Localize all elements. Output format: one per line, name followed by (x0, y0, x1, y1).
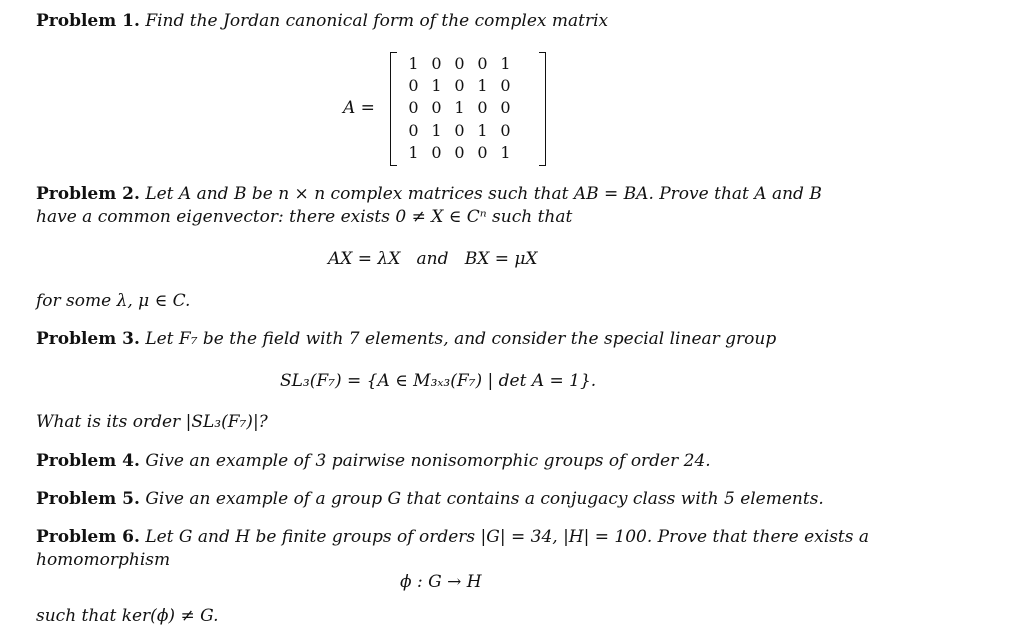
problem-5-label: Problem 5. (36, 489, 140, 509)
matrix-cell: 0 (477, 54, 488, 73)
problem-3-text: Let F₇ be the field with 7 elements, and consider the special linear group (145, 329, 777, 349)
problem-2-label: Problem 2. (36, 184, 140, 204)
problem-6-line1: Let G and H be finite groups of orders |G| = 34, |H| = 100. Prove that there exists a (145, 527, 870, 547)
matrix-cell: 1 (408, 142, 419, 162)
matrix-cell: 0 (454, 142, 465, 162)
matrix-a (390, 52, 546, 166)
matrix-cell: 0 (408, 98, 419, 118)
problem-5-heading (36, 489, 824, 509)
right-bracket (539, 52, 546, 166)
matrix-cell: 0 (431, 98, 442, 118)
matrix-cell: 1 (477, 120, 488, 140)
problem-3-heading (36, 329, 776, 349)
problem-2-line2: have a common eigenvector: there exists 0 ≠ X ∈ Cⁿ such that (36, 207, 573, 227)
left-bracket (390, 52, 397, 166)
matrix-cell: 0 (454, 76, 465, 96)
problem-3-label: Problem 3. (36, 329, 140, 349)
problem-4-text: Give an example of 3 pairwise nonisomorphic groups of order 24. (145, 451, 711, 471)
problem-6-line2: homomorphism (36, 550, 171, 570)
matrix-cell: 0 (500, 98, 511, 118)
matrix-cell: 0 (500, 76, 511, 96)
problem-1-heading (36, 11, 608, 31)
matrix-cell: 1 (500, 54, 511, 73)
matrix-cell: 1 (477, 76, 488, 96)
problem-6-after: such that ker(ϕ) ≠ G. (36, 606, 219, 626)
problem-2-heading (36, 184, 822, 204)
problem-6-heading (36, 527, 869, 547)
matrix-cell: 1 (431, 120, 442, 140)
matrix-cell: 1 (500, 142, 511, 162)
matrix-cell: 0 (477, 142, 488, 162)
matrix-cell: 0 (500, 120, 511, 140)
matrix-cell: 0 (408, 76, 419, 96)
matrix-cell: 1 (431, 76, 442, 96)
matrix-cell: 0 (408, 120, 419, 140)
matrix-cell: 0 (454, 54, 465, 73)
problem-2-after: for some λ, μ ∈ C. (36, 291, 191, 311)
problem-3-after: What is its order |SL₃(F₇)|? (36, 412, 268, 432)
problem-2-line1: Let A and B be n × n complex matrices such that AB = BA. Prove that A and B (145, 184, 822, 204)
problem-1-label: Problem 1. (36, 11, 140, 31)
matrix-grid (402, 53, 517, 164)
problem-5-text: Give an example of a group G that contains a conjugacy class with 5 elements. (145, 489, 824, 509)
matrix-cell: 0 (431, 142, 442, 162)
problem-6-label: Problem 6. (36, 527, 140, 547)
problem-1-text: Find the Jordan canonical form of the complex matrix (145, 11, 609, 31)
problem-2-equation: AX = λX and BX = μX (328, 249, 538, 269)
problem-4-heading (36, 451, 711, 471)
problem-4-label: Problem 4. (36, 451, 140, 471)
matrix-cell: 1 (408, 54, 419, 73)
matrix-name: A = (343, 98, 375, 118)
problem-3-equation: SL₃(F₇) = {A ∈ M₃ₓ₃(F₇) | det A = 1}. (280, 371, 597, 391)
matrix-cell: 0 (431, 54, 442, 73)
matrix-cell: 1 (454, 98, 465, 118)
problem-6-equation: ϕ : G → H (400, 572, 482, 592)
matrix-cell: 0 (454, 120, 465, 140)
matrix-cell: 0 (477, 98, 488, 118)
